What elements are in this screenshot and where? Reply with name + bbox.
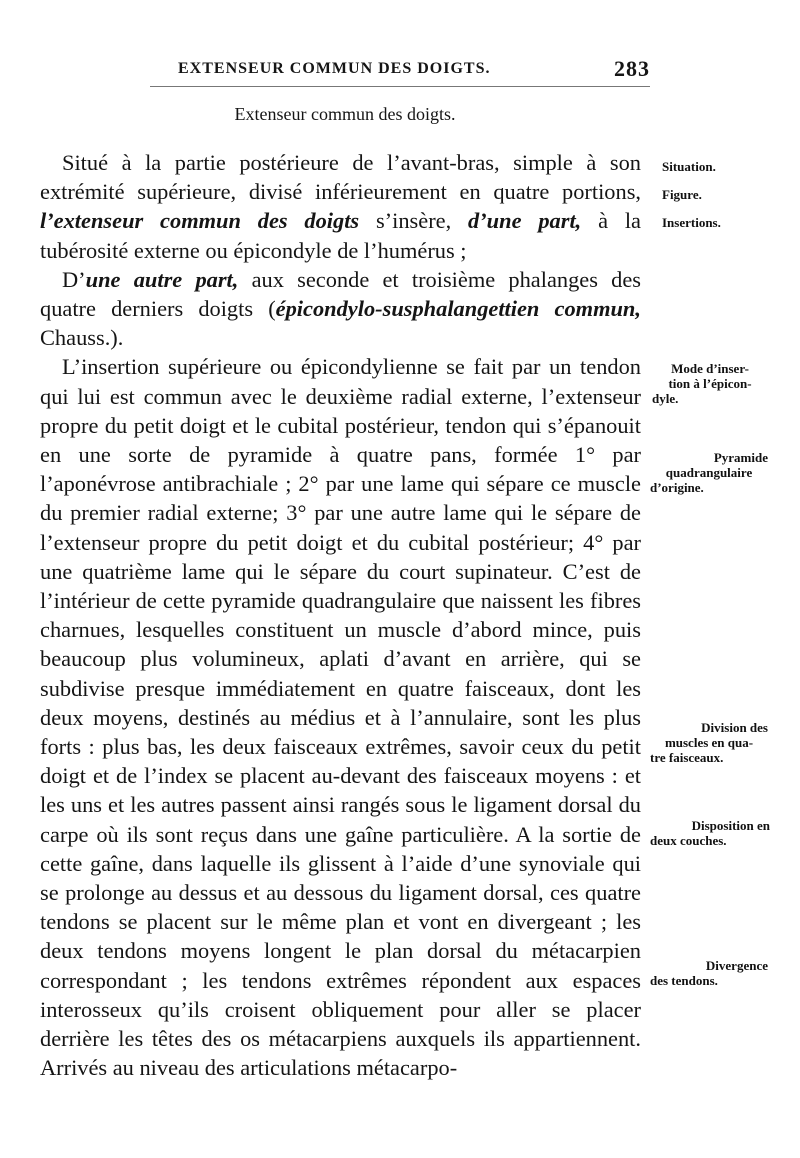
body-text xyxy=(40,148,641,1083)
margin-note-line: Divergence xyxy=(705,958,768,973)
section-title: Extenseur commun des doigts. xyxy=(234,104,456,124)
margin-note-divergence xyxy=(650,958,768,988)
text-run: à la tubérosité externe ou épicondyle de l’humérus ; xyxy=(40,208,641,263)
text-run: Chauss.). xyxy=(40,325,124,351)
margin-note-line: Division des xyxy=(701,720,768,735)
italic-term: épicondylo-susphalangettien commun, xyxy=(275,296,641,322)
paragraph xyxy=(40,148,641,265)
margin-note-line: Mode d’inser- xyxy=(671,361,749,376)
header-rule xyxy=(150,86,650,87)
margin-note-division xyxy=(650,720,768,765)
margin-note-figure xyxy=(662,187,702,202)
margin-note-situation xyxy=(662,159,716,174)
margin-note-line: des tendons. xyxy=(650,973,718,988)
text-run: D’ xyxy=(62,266,86,292)
margin-note-line: d’origine. xyxy=(650,480,704,495)
margin-note-line: deux couches. xyxy=(650,833,727,848)
page-number: 283 xyxy=(614,56,650,81)
margin-note-line: quadrangulaire xyxy=(665,465,753,480)
text-run: Situé à la partie postérieure de l’avant-bras, simple à son extrémité supérieure, divisé inférieurement en quatre portions, xyxy=(40,150,641,205)
italic-term: d’une part, xyxy=(468,208,582,234)
margin-note-mode xyxy=(652,361,768,406)
paragraph xyxy=(40,265,641,353)
margin-note-line: Pyramide xyxy=(713,450,768,465)
margin-note-line: dyle. xyxy=(652,391,679,406)
margin-note-pyramide xyxy=(650,450,768,495)
margin-note-line: tre faisceaux. xyxy=(650,750,724,765)
margin-note-line: Figure. xyxy=(662,187,702,202)
text-run: L’insertion supérieure ou épicondylienne se fait par un tendon qui lui est commun avec le deuxième radial externe, l’extenseur propre du petit doigt et le cubital postérieur, tendon qui s’épanouit en une sorte de pyramide à quatre pans, formée 1° par l’aponévrose antibrachiale ; 2° par une lame qui sépare ce muscle du premier radial externe; 3° par une autre lame qui le sépare de l’extenseur propre du petit doigt et du cubital postérieur; 4° par une quatrième lame qui le sépare du court supinateur. C’est de l’intérieur de cette pyramide quadrangulaire que naissent les fibres charnues, lesquelles constituent un muscle d’abord mince, puis beaucoup plus volumineux, aplati d’avant en arrière, qui se subdivise presque immédiatement en quatre faisceaux, dont les deux moyens, destinés au médius et à l’annulaire, sont les plus forts : plus bas, les deux faisceaux extrêmes, savoir ceux du petit doigt et de l’index se placent au-devant des faisceaux moyens : et les uns et les autres passent ainsi rangés sous le ligament dorsal du carpe où ils sont reçus dans une gaîne particulière. A la sortie de cette gaîne, dans laquelle ils glissent à l’aide d’une synoviale qui se prolonge au dessus et au dessous du ligament dorsal, ces quatre tendons se placent sur le même plan et vont en divergeant ; les deux tendons moyens longent le plan dorsal du métacarpien correspondant ; les tendons extrêmes répondent aux espaces interosseux qu’ils croisent obliquement pour aller se placer derrière les têtes des os métacarpiens auxquels ils appartiennent. Arrivés au niveau des articulations métacarpo- xyxy=(40,354,641,1081)
running-title: EXTENSEUR COMMUN DES DOIGTS. xyxy=(178,60,491,77)
italic-term: l’extenseur commun des doigts xyxy=(40,208,360,234)
margin-note-insertions xyxy=(662,215,721,230)
margin-note-line: Situation. xyxy=(662,159,716,174)
margin-note-line: tion à l’épicon- xyxy=(668,376,752,391)
text-run: aux seconde et troisième phalanges des quatre derniers doigts ( xyxy=(40,266,641,322)
margin-note-line: Insertions. xyxy=(662,215,721,230)
text-run: s’insère, xyxy=(359,208,469,234)
paragraph xyxy=(40,352,641,1082)
margin-note-line: Disposition en xyxy=(691,818,770,833)
italic-term: une autre part, xyxy=(85,266,239,292)
margin-note-disposition xyxy=(650,818,770,848)
margin-note-line: muscles en qua- xyxy=(664,735,754,750)
